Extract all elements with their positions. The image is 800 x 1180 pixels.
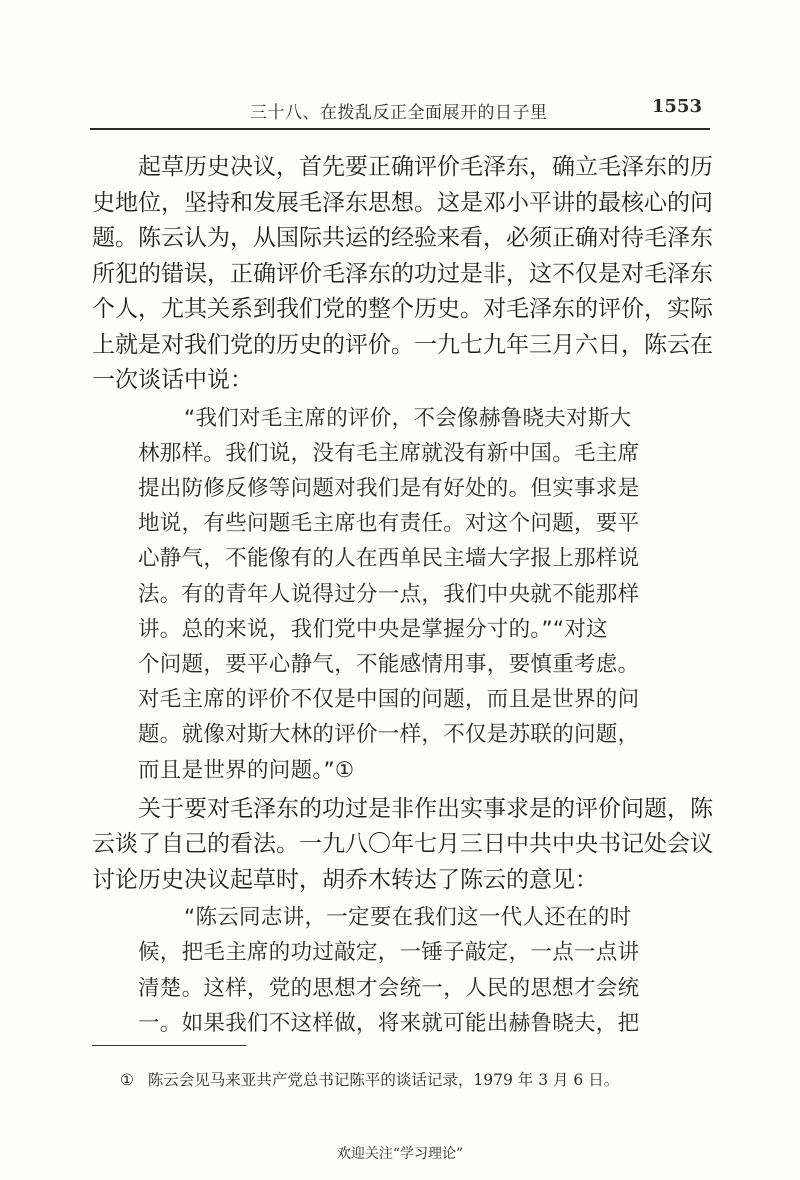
quote-line: 心静气，不能像有的人在西单民主墙大字报上那样说 — [138, 546, 640, 572]
text-line: 史地位，坚持和发展毛泽东思想。这是邓小平讲的最核心的问 — [92, 189, 713, 216]
quote-line: 对毛主席的评价不仅是中国的问题，而且是世界的问 — [138, 687, 640, 713]
text-line: 起草历史决议，首先要正确评价毛泽东，确立毛泽东的历 — [138, 154, 713, 180]
footnote-separator — [92, 1045, 246, 1046]
bottom-caption: 欢迎关注“学习理论” — [336, 1146, 464, 1162]
text-line: 题。陈云认为，从国际共运的经验来看，必须正确对待毛泽东 — [92, 225, 713, 251]
quote-line: 候，把毛主席的功过敲定，一锤子敲定，一点一点讲 — [138, 940, 640, 966]
quote-line: 讲。总的来说，我们党中央是掌握分寸的。”“对这 — [138, 616, 608, 642]
footnote — [120, 1068, 619, 1090]
footnote-marker: ① — [120, 1071, 134, 1089]
block-quote-1 — [92, 401, 712, 788]
quote-line: 法。有的青年人说得过分一点，我们中央就不能那样 — [138, 581, 640, 607]
text-line: 讨论历史决议起草时，胡乔木转达了陈云的意见： — [92, 866, 598, 893]
paragraph-2 — [92, 792, 712, 899]
quote-line: “我们对毛主席的评价，不会像赫鲁晓夫对斯大 — [184, 405, 632, 431]
chapter-title: 三十八、在拨乱反正全面展开的日子里 — [250, 103, 548, 123]
quote-line: 一。如果我们不这样做，将来就可能出赫鲁晓夫，把 — [138, 1010, 640, 1036]
quote-line: 清楚。这样，党的思想才会统一，人民的思想才会统 — [138, 975, 640, 1001]
text-line: 所犯的错误，正确评价毛泽东的功过是非，这不仅是对毛泽东 — [92, 260, 713, 287]
text-line: 云谈了自己的看法。一九八〇年七月三日中共中央书记处会议 — [92, 831, 713, 858]
paragraph-1 — [92, 150, 712, 399]
quote-line: 而且是世界的问题。”① — [138, 757, 355, 783]
quote-line: 地说，有些问题毛主席也有责任。对这个问题，要平 — [138, 511, 640, 537]
page-number: 1553 — [651, 96, 702, 117]
quote-line: 林那样。我们说，没有毛主席就没有新中国。毛主席 — [138, 440, 640, 466]
block-quote-2 — [92, 900, 712, 1041]
text-line: 关于要对毛泽东的功过是非作出实事求是的评价问题，陈 — [138, 795, 713, 822]
running-header — [90, 96, 710, 130]
text-line: 一次谈话中说： — [92, 367, 253, 393]
body-text — [92, 150, 712, 1041]
footnote-text: 陈云会见马来亚共产党总书记陈平的谈话记录，1979 年 3 月 6 日。 — [147, 1071, 620, 1089]
text-line: 个人，尤其关系到我们党的整个历史。对毛泽东的评价，实际 — [92, 296, 713, 322]
quote-line: “陈云同志讲，一定要在我们这一代人还在的时 — [184, 905, 632, 931]
text-line: 上就是对我们党的历史的评价。一九七九年三月六日，陈云在 — [92, 331, 713, 358]
quote-line: 提出防修反修等问题对我们是有好处的。但实事求是 — [138, 475, 640, 501]
quote-line: 个问题，要平心静气，不能感情用事，要慎重考虑。 — [138, 651, 640, 677]
quote-line: 题。就像对斯大林的评价一样，不仅是苏联的问题， — [138, 722, 640, 748]
